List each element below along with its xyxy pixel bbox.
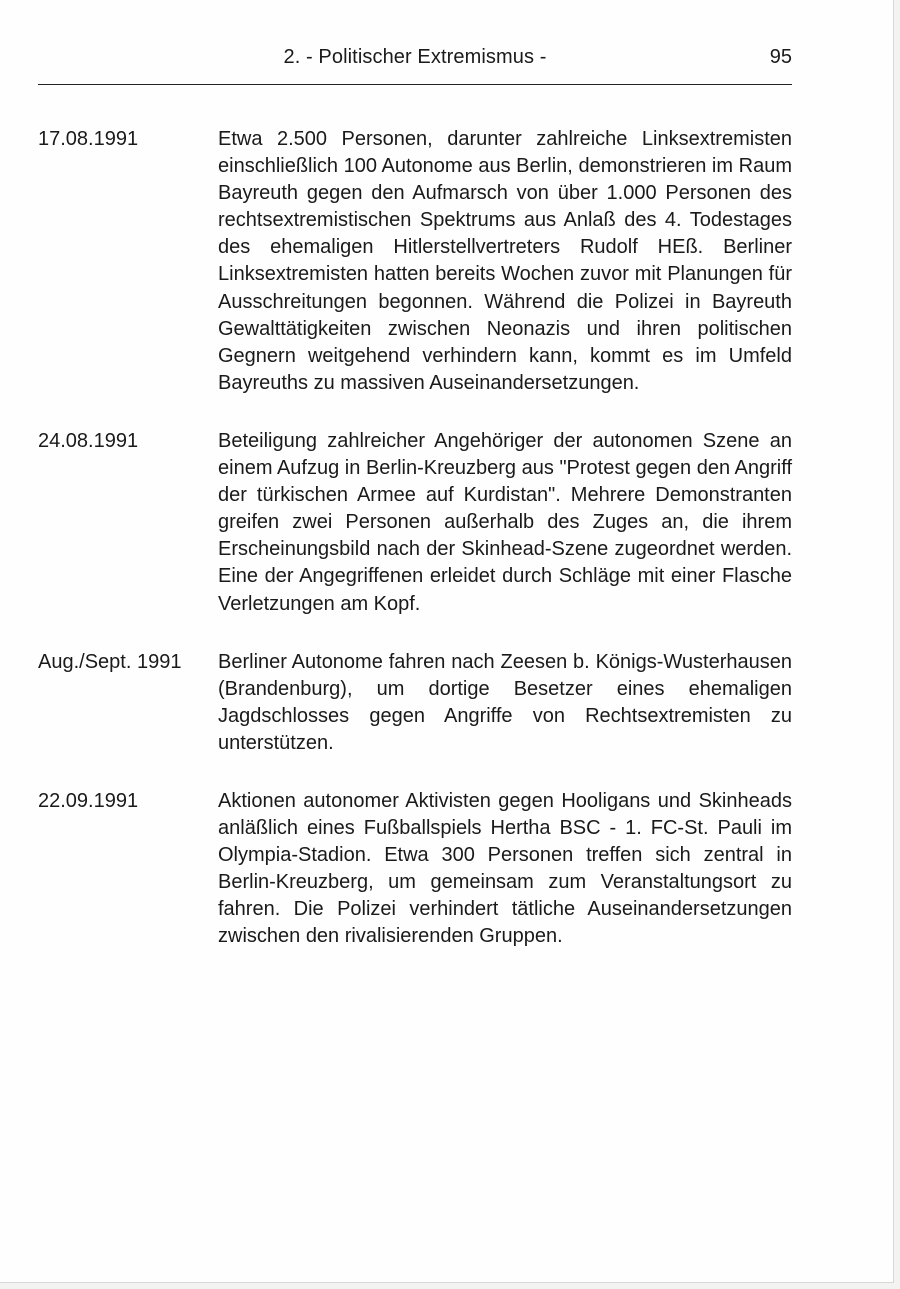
chronology-list: [38, 126, 792, 982]
entry-date: 17.08.1991: [38, 128, 139, 150]
entry-text: Aktionen autonomer Aktivisten gegen Hooligans und Skinheads anläßlich eines Fußballspiels Hertha BSC - 1. FC-St. Pauli im Olympia-Stadion. Etwa 300 Personen treffen sich zentral in Berlin-Kreuzberg, um gemeinsam zum Veranstaltungsort zu fahren. Die Polizei verhindert tätliche Auseinandersetzungen zwischen den rivalisierenden Gruppen.: [218, 789, 792, 948]
entry-text: Etwa 2.500 Personen, darunter zahlreiche Linksextremisten einschließlich 100 Autonome aus Berlin, demonstrieren im Raum Bayreuth gegen den Aufmarsch von über 1.000 Personen des rechtsextremistischen Spektrums aus Anlaß des 4. Todestages des ehemaligen Hitlerstellvertreters Rudolf HEß. Berliner Linksextremisten hatten bereits Wochen zuvor mit Planungen für Ausschreitungen begonnen. Während die Polizei in Bayreuth Gewalttätigkeiten zwischen Neonazis und ihren politischen Gegnern weitgehend verhindern kann, kommt es im Umfeld Bayreuths zu massiven Auseinandersetzungen.: [218, 128, 792, 394]
chronology-entry: [38, 126, 792, 397]
chronology-entry: [38, 788, 792, 951]
page-number: 95: [769, 46, 792, 68]
entry-text: Berliner Autonome fahren nach Zeesen b. Königs-Wusterhausen (Brandenburg), um dortige Besetzer eines ehemaligen Jagdschlosses gegen Angriffe von Rechtsextremisten zu unterstützen.: [218, 650, 792, 754]
entry-date: 24.08.1991: [38, 429, 139, 452]
chronology-entry: [38, 428, 792, 618]
page-header: [38, 44, 792, 74]
entry-date: 22.09.1991: [38, 789, 139, 812]
chapter-title: 2. - Politischer Extremismus -: [283, 46, 547, 68]
entry-text: Beteiligung zahlreicher Angehöriger der autonomen Szene an einem Aufzug in Berlin-Kreuzberg aus "Protest gegen den Angriff der türkischen Armee auf Kurdistan". Mehrere Demonstranten greifen zwei Personen außerhalb des Zuges an, die ihrem Erscheinungsbild nach der Skinhead-Szene zugeordnet werden. Eine der Angegriffenen erleidet durch Schläge mit einer Flasche Verletzungen am Kopf.: [218, 429, 792, 615]
chronology-entry: [38, 649, 792, 757]
entry-date: Aug./Sept. 1991: [38, 650, 182, 673]
header-divider: [38, 84, 792, 85]
